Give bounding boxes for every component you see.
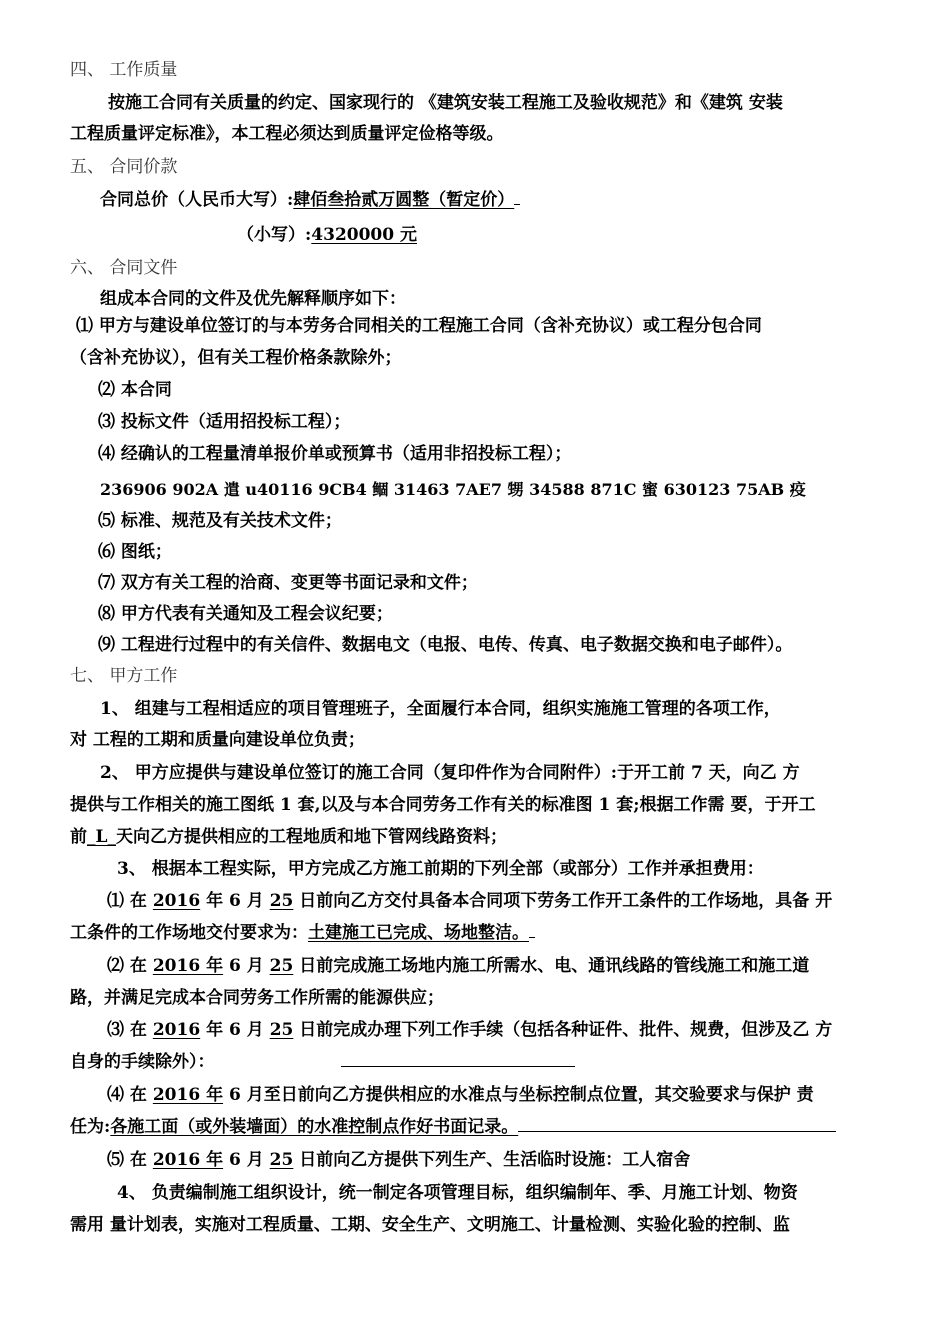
section-4-heading: 四、 工作质量 <box>70 60 178 80</box>
duty-2-line-2: 提供与工作相关的施工图纸 1 套,以及与本合同劳务工作有关的标准图 1 套;根据工作需 要，于开工 <box>70 795 816 815</box>
garbled-text-line: 236906 902A 遣 u40116 9CB4 鲴 31463 7AE7 甥 34588 871C 蜜 630123 75AB 疫 <box>100 480 806 499</box>
days-blank-value: _L_ <box>87 827 116 847</box>
contract-total-label: 合同总价（人民币大写）: <box>100 190 294 210</box>
task-3-line-1 <box>107 1018 937 1042</box>
task-4-responsibility-value: 各施工面（或外装墙面）的水准控制点作好书面记录。 <box>110 1117 519 1137</box>
duty-2-line-3 <box>70 825 900 849</box>
documents-intro: 组成本合同的文件及优先解释顺序如下： <box>100 289 406 309</box>
document-item-8: ⑻ 甲方代表有关通知及工程会议纪要； <box>98 604 393 624</box>
task-5-prefix: ⑸ 在 <box>107 1150 153 1170</box>
task-3-year: 2016 <box>152 1020 201 1040</box>
task-2-line-2: 路，并满足完成本合同劳务工作所需的能源供应； <box>70 988 444 1008</box>
contract-total-value: 肆佰叁拾贰万圆整（暂定价） <box>293 190 515 210</box>
section-6-heading: 六、 合同文件 <box>70 258 178 278</box>
duty-1-line-1: 1、 组建与工程相适应的项目管理班子，全面履行本合同，组织实施施工管理的各项工作， <box>100 699 781 719</box>
document-item-4: ⑷ 经确认的工程量清单报价单或预算书（适用非招投标工程）； <box>98 444 572 464</box>
task-2-year: 2016 年 <box>152 956 224 976</box>
task-3-text: 日前完成办理下列工作手续（包括各种证件、批件、规费，但涉及乙 方 <box>293 1020 833 1040</box>
task-3-line-2 <box>70 1050 900 1074</box>
task-1-line-2 <box>70 921 900 945</box>
task-1-line-1 <box>107 889 937 913</box>
contract-small-label: （小写）: <box>237 225 312 245</box>
task-3-month: 年 6 月 <box>200 1020 270 1040</box>
task-4-line-2 <box>70 1115 900 1139</box>
task-5-line <box>107 1148 937 1172</box>
document-item-2: ⑵ 本合同 <box>98 380 172 400</box>
task-3-text-end: 自身的手续除外）： <box>70 1052 215 1072</box>
document-item-1-line-1: ⑴ 甲方与建设单位签订的与本劳务合同相关的工程施工合同（含补充协议）或工程分包合同 <box>76 316 762 336</box>
quality-paragraph-line-1: 按施工合同有关质量的约定、国家现行的 《建筑安装工程施工及验收规范》和《建筑 安装 <box>108 93 783 113</box>
task-2-text: 日前完成施工场地内施工所需水、电、通讯线路的管线施工和施工道 <box>293 956 810 976</box>
document-item-9: ⑼ 工程进行过程中的有关信件、数据电文（电报、电传、传真、电子数据交换和电子邮件）。 <box>98 635 793 655</box>
task-4-line-1 <box>107 1083 937 1107</box>
task-1-year: 2016 <box>152 891 201 911</box>
procedures-blank <box>341 1052 575 1067</box>
duty-2-text: 前 <box>70 827 87 847</box>
task-5-text: 日前向乙方提供下列生产、生活临时设施：工人宿舍 <box>293 1150 691 1170</box>
document-item-7: ⑺ 双方有关工程的洽商、变更等书面记录和文件； <box>98 573 478 593</box>
underline-blank <box>529 923 535 938</box>
task-2-month: 6 月 <box>223 956 270 976</box>
section-5-heading: 五、 合同价款 <box>70 157 178 177</box>
duty-4-line-1: 4、 负责编制施工组织设计，统一制定各项管理目标，组织编制年、季、月施工计划、物资 <box>117 1183 798 1203</box>
task-5-day: 25 <box>269 1150 294 1170</box>
task-2-day: 25 <box>269 956 294 976</box>
task-1-requirement-value: 土建施工已完成、场地整洁。 <box>308 923 529 943</box>
quality-paragraph-line-2: 工程质量评定标准》，本工程必须达到质量评定俭格等级。 <box>70 124 504 144</box>
task-3-prefix: ⑶ 在 <box>107 1020 153 1040</box>
duty-2-text-end: 天向乙方提供相应的工程地质和地下管网线路资料； <box>115 827 507 847</box>
task-3-day: 25 <box>269 1020 294 1040</box>
section-7-heading: 七、 甲方工作 <box>70 666 178 686</box>
task-1-day: 25 <box>269 891 294 911</box>
task-4-responsibility-label: 任为: <box>70 1117 111 1137</box>
task-5-year: 2016 年 <box>152 1150 224 1170</box>
contract-small-value: 4320000 元 <box>311 225 417 245</box>
underline-blank <box>514 190 520 205</box>
task-1-prefix: ⑴ 在 <box>107 891 153 911</box>
task-1-text: 日前向乙方交付具备本合同项下劳务工作开工条件的工作场地，具备 开 <box>293 891 833 911</box>
underline-blank <box>518 1117 836 1132</box>
task-4-year: 2016 年 <box>152 1085 224 1105</box>
duty-2-line-1: 2、 甲方应提供与建设单位签订的施工合同（复印件作为合同附件）:于开工前 7 天，向乙 方 <box>100 763 800 783</box>
task-1-month: 年 6 月 <box>200 891 270 911</box>
task-1-requirement-label: 工条件的工作场地交付要求为： <box>70 923 308 943</box>
document-item-1-line-2: （含补充协议），但有关工程价格条款除外； <box>70 348 402 368</box>
document-item-6: ⑹ 图纸； <box>98 542 172 562</box>
duty-3: 3、 根据本工程实际，甲方完成乙方施工前期的下列全部（或部分）工作并承担费用： <box>117 859 764 879</box>
task-2-line-1 <box>107 954 937 978</box>
duty-4-line-2: 需用 量计划表，实施对工程质量、工期、安全生产、文明施工、计量检测、实验化验的控制、监 <box>70 1215 790 1235</box>
task-5-month: 6 月 <box>223 1150 270 1170</box>
contract-total-line <box>100 188 930 212</box>
duty-1-line-2: 对 工程的工期和质量向建设单位负责； <box>70 730 365 750</box>
contract-small-line <box>237 223 950 247</box>
task-4-prefix: ⑷ 在 <box>107 1085 153 1105</box>
document-item-3: ⑶ 投标文件（适用招投标工程）； <box>98 412 351 432</box>
document-item-5: ⑸ 标准、规范及有关技术文件； <box>98 511 342 531</box>
task-4-text: 6 月至日前向乙方提供相应的水准点与坐标控制点位置，其交验要求与保护 责 <box>223 1085 814 1105</box>
task-2-prefix: ⑵ 在 <box>107 956 153 976</box>
